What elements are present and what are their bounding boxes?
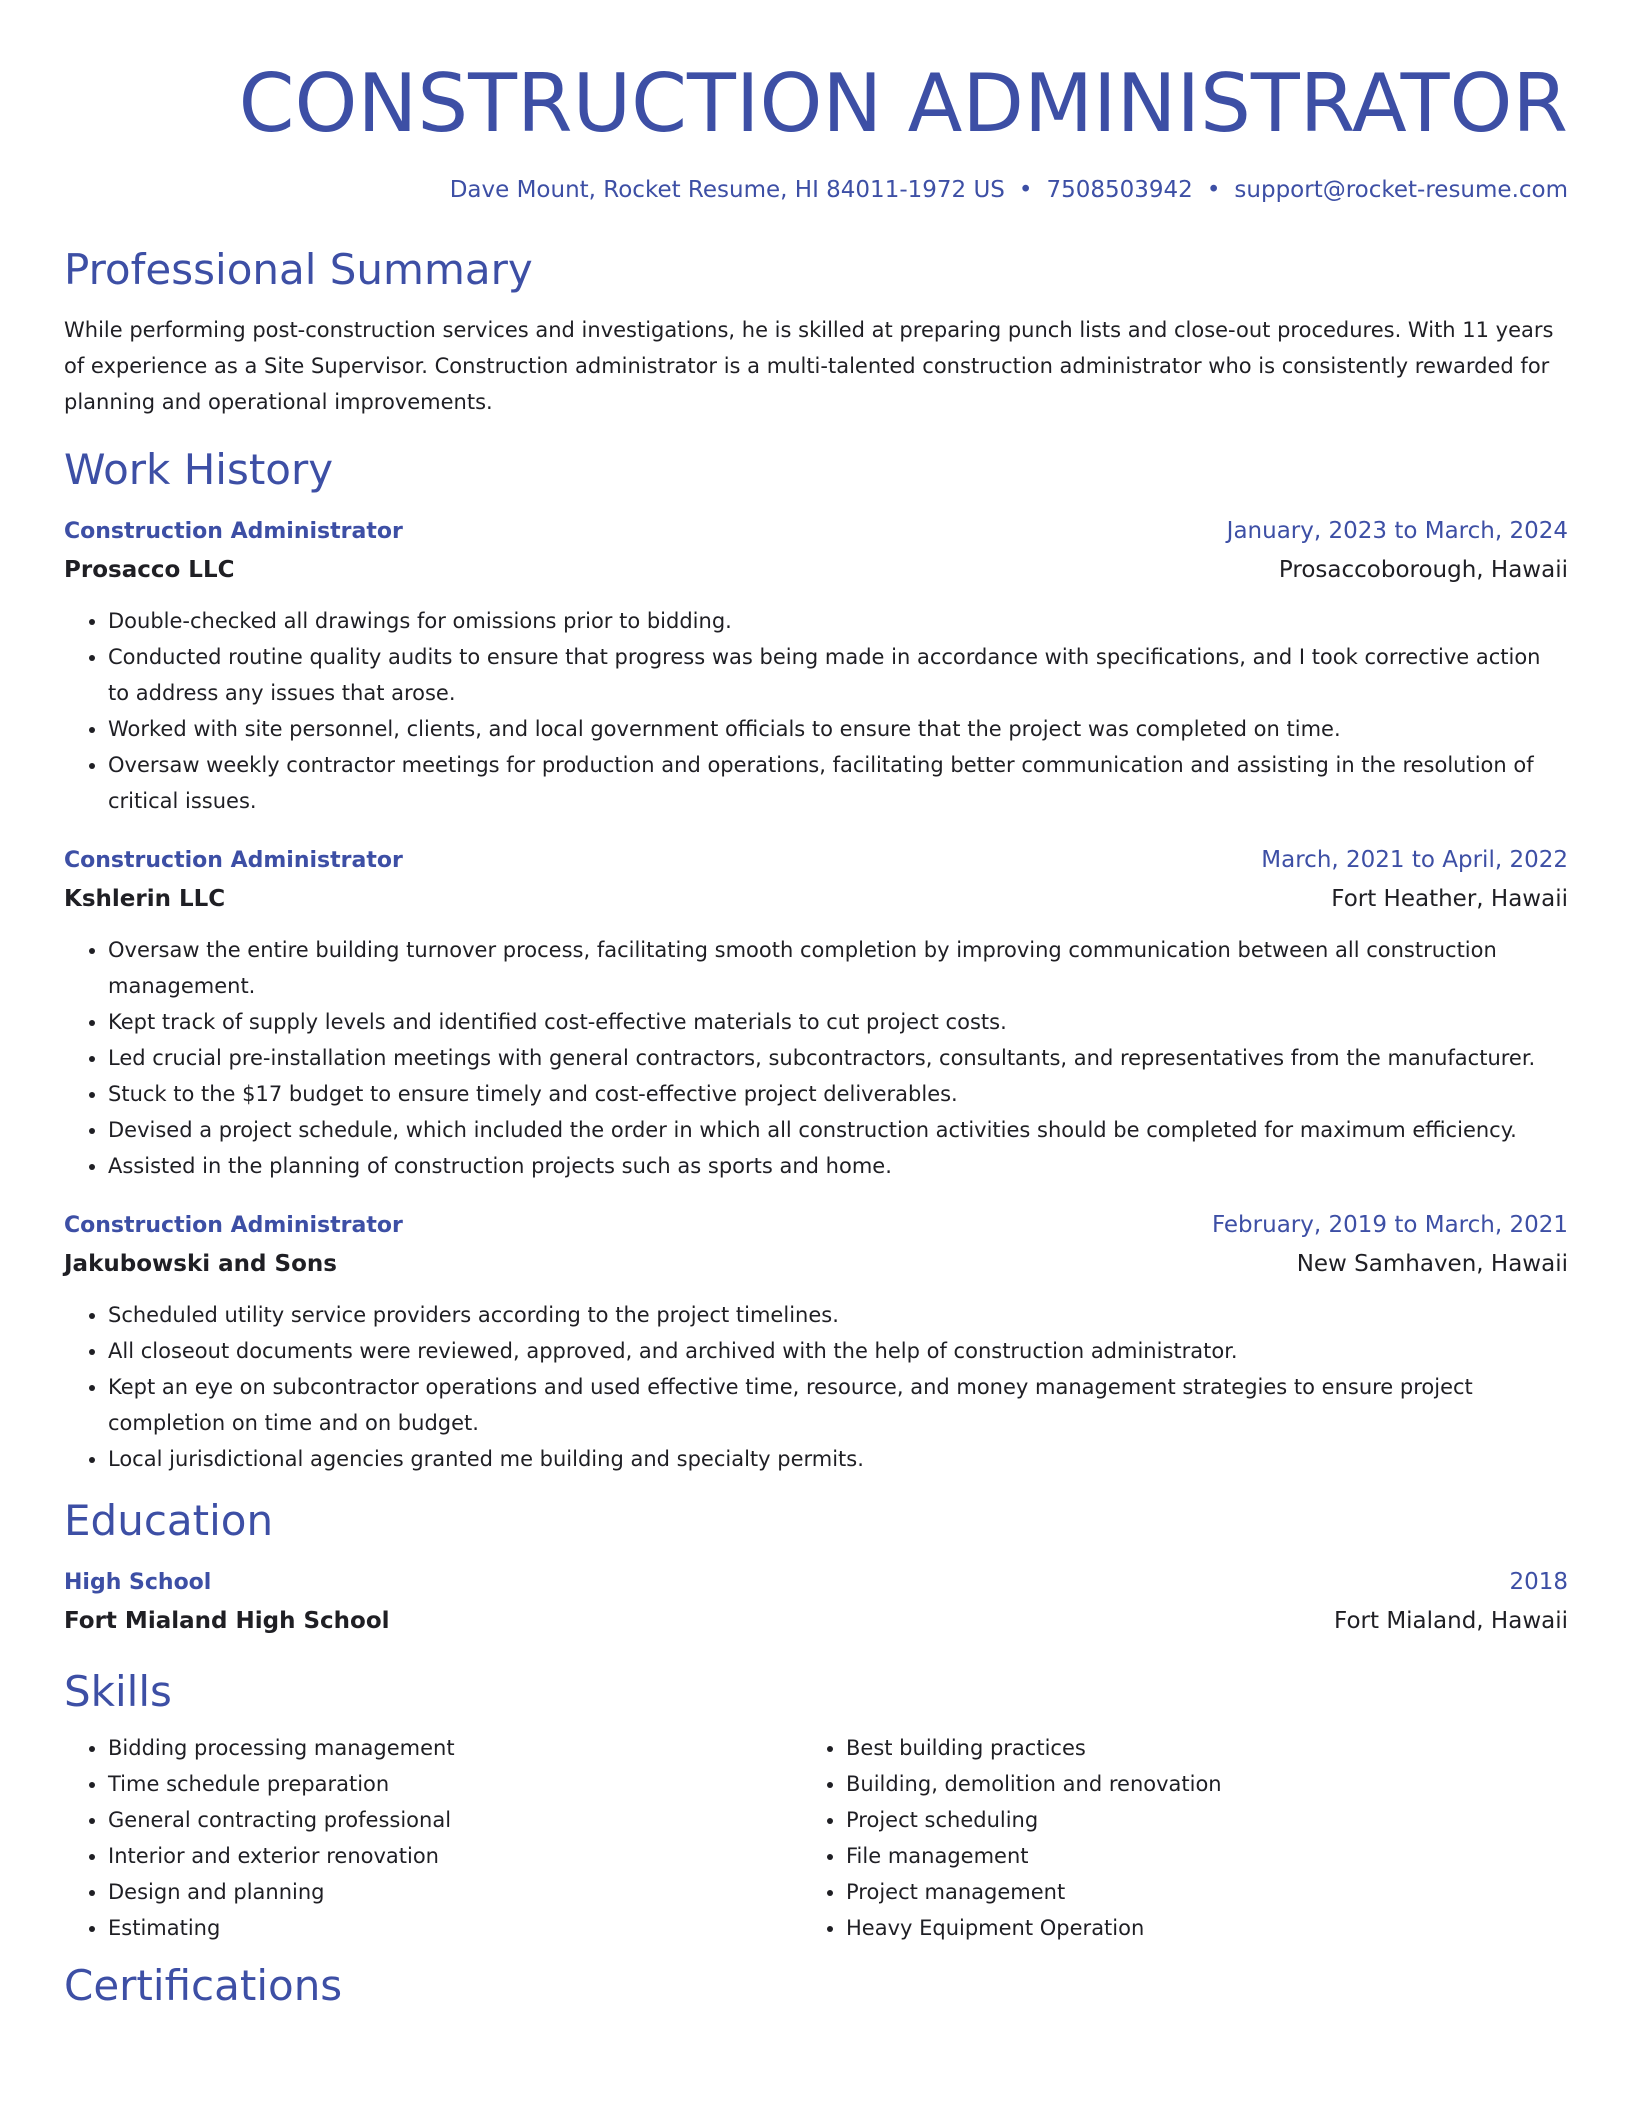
- job-bullets: [64, 603, 1568, 819]
- job-title: Construction Administrator: [64, 519, 403, 544]
- job-location: Fort Heather, Hawaii: [1331, 886, 1568, 912]
- contact-line: [64, 174, 1568, 206]
- job-bullet: • Kept track of supply levels and identified cost-effective materials to cut project costs.: [108, 1004, 1568, 1040]
- school-location: Fort Mialand, Hawaii: [1334, 1608, 1568, 1634]
- job-entry: [64, 841, 1568, 1184]
- section-title-skills: Skills: [64, 1667, 172, 1716]
- education-year: 2018: [1509, 1569, 1568, 1595]
- job-entry: [64, 1206, 1568, 1477]
- skill-item: • File management: [846, 1838, 1568, 1874]
- skill-item: • Heavy Equipment Operation: [846, 1910, 1568, 1946]
- contact-separator: •: [1206, 177, 1221, 203]
- job-bullet: • All closeout documents were reviewed, approved, and archived with the help of construction administrator.: [108, 1333, 1568, 1369]
- skills-list-left: [64, 1730, 802, 1946]
- skill-item: • Building, demolition and renovation: [846, 1766, 1568, 1802]
- resume-name: CONSTRUCTION ADMINISTRATOR: [238, 57, 1568, 150]
- job-bullet: • Kept an eye on subcontractor operations and used effective time, resource, and money management strategies to ensure project completion on time and on budget.: [108, 1369, 1568, 1441]
- contact-separator: •: [1018, 177, 1033, 203]
- skill-item: • Project scheduling: [846, 1802, 1568, 1838]
- job-bullets: [64, 1297, 1568, 1477]
- job-bullet: • Local jurisdictional agencies granted me building and specialty permits.: [108, 1441, 1568, 1477]
- job-bullet: • Led crucial pre-installation meetings with general contractors, subcontractors, consultants, and representatives from the manufacturer.: [108, 1040, 1568, 1076]
- job-bullet: • Conducted routine quality audits to ensure that progress was being made in accordance with specifications, and I took corrective action to address any issues that arose.: [108, 639, 1568, 711]
- job-dates: March, 2021 to April, 2022: [1261, 847, 1568, 873]
- job-title: Construction Administrator: [64, 848, 403, 873]
- school-name: Fort Mialand High School: [64, 1608, 390, 1634]
- skill-item: • Best building practices: [846, 1730, 1568, 1766]
- company-name: Kshlerin LLC: [64, 886, 226, 912]
- job-bullet: • Assisted in the planning of construction projects such as sports and home.: [108, 1148, 1568, 1184]
- job-location: New Samhaven, Hawaii: [1296, 1251, 1568, 1277]
- job-dates: February, 2019 to March, 2021: [1211, 1212, 1568, 1238]
- education-entry: [64, 1563, 1568, 1640]
- skills-columns: [64, 1730, 1568, 1946]
- job-bullet: • Scheduled utility service providers according to the project timelines.: [108, 1297, 1568, 1333]
- section-title-work-history: Work History: [64, 445, 334, 494]
- skill-item: • Time schedule preparation: [108, 1766, 802, 1802]
- section-title-certifications: Certifications: [64, 1961, 343, 2010]
- education-degree: High School: [64, 1570, 212, 1595]
- job-dates: January, 2023 to March, 2024: [1226, 518, 1568, 544]
- resume-header: [64, 0, 1568, 206]
- section-title-education: Education: [64, 1496, 274, 1545]
- skill-item: • Bidding processing management: [108, 1730, 802, 1766]
- job-bullet: • Oversaw the entire building turnover process, facilitating smooth completion by improving communication between all construction management.: [108, 932, 1568, 1004]
- section-title-summary: Professional Summary: [64, 245, 533, 294]
- skill-item: • Estimating: [108, 1910, 802, 1946]
- skill-item: • Design and planning: [108, 1874, 802, 1910]
- skill-item: • Project management: [846, 1874, 1568, 1910]
- job-bullet: • Worked with site personnel, clients, and local government officials to ensure that the project was completed on time.: [108, 711, 1568, 747]
- skills-list-right: [802, 1730, 1568, 1946]
- contact-address: Dave Mount, Rocket Resume, HI 84011-1972 US: [449, 177, 1005, 203]
- skill-item: • Interior and exterior renovation: [108, 1838, 802, 1874]
- job-bullet: • Double-checked all drawings for omissions prior to bidding.: [108, 603, 1568, 639]
- job-bullets: [64, 932, 1568, 1184]
- company-name: Jakubowski and Sons: [64, 1251, 337, 1277]
- job-title: Construction Administrator: [64, 1213, 403, 1238]
- contact-phone: 7508503942: [1046, 177, 1193, 203]
- job-bullet: • Stuck to the $17 budget to ensure timely and cost-effective project deliverables.: [108, 1076, 1568, 1112]
- company-name: Prosacco LLC: [64, 557, 235, 583]
- contact-email: support@rocket-resume.com: [1234, 177, 1568, 203]
- skill-item: • General contracting professional: [108, 1802, 802, 1838]
- job-location: Prosaccoborough, Hawaii: [1278, 557, 1568, 583]
- job-bullet: • Oversaw weekly contractor meetings for production and operations, facilitating better communication and assisting in the resolution of critical issues.: [108, 747, 1568, 819]
- job-bullet: • Devised a project schedule, which included the order in which all construction activities should be completed for maximum efficiency.: [108, 1112, 1568, 1148]
- job-entry: [64, 512, 1568, 819]
- summary-text: While performing post-construction services and investigations, he is skilled at preparing punch lists and close-out procedures. With 11 years of experience as a Site Supervisor. Construction administrator is a multi-talented construction administrator who is consistently rewarded for planning and operational improvements.: [64, 318, 1554, 414]
